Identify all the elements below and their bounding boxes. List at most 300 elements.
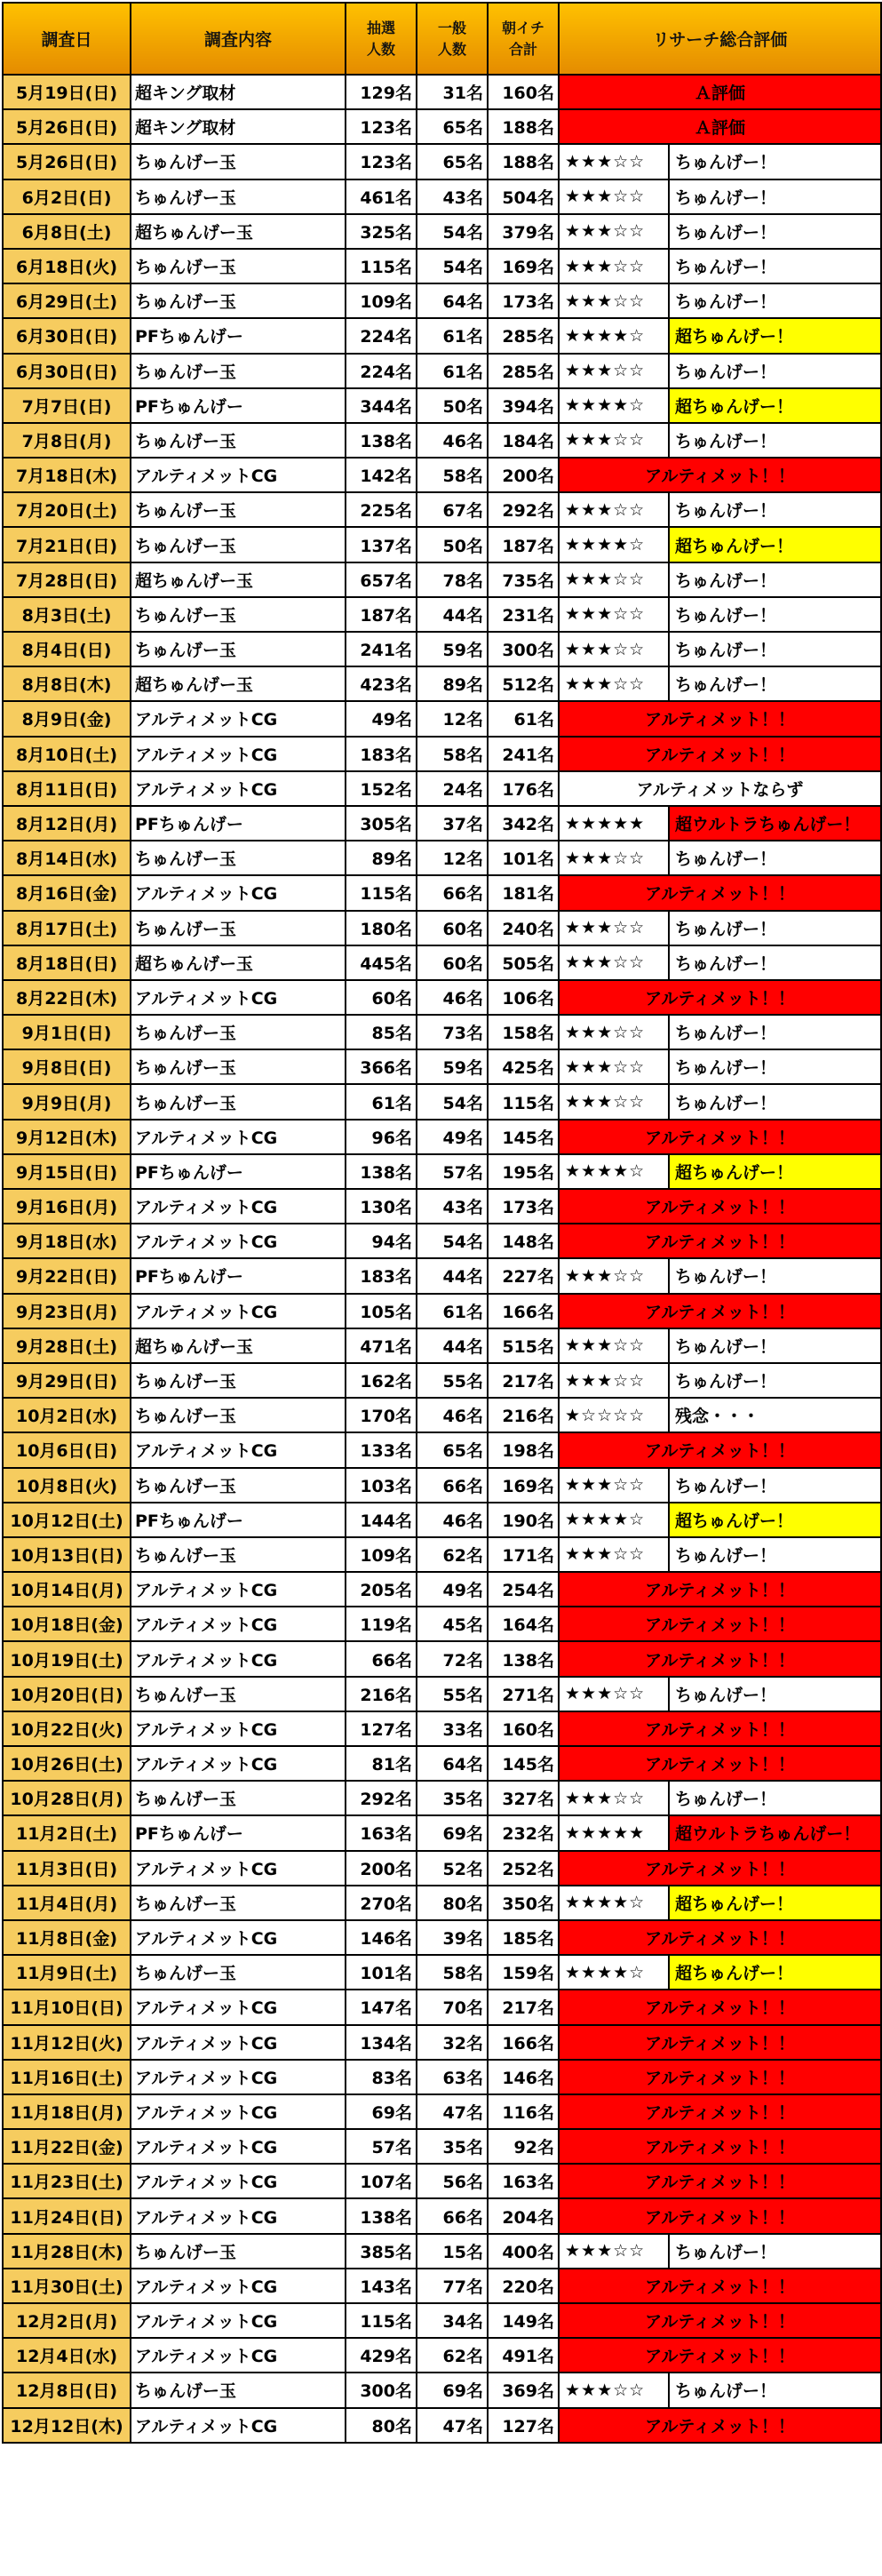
- morning-total-cell: 200名: [488, 458, 559, 492]
- table-row: [3, 1677, 881, 1711]
- header-general-line1: 一般: [437, 19, 466, 36]
- star-rating: ★☆☆☆☆: [559, 1398, 669, 1432]
- date-cell: 6月30日(日): [3, 354, 131, 388]
- content-cell: アルティメットCG: [131, 2060, 346, 2094]
- morning-total-cell: 149名: [488, 2303, 559, 2338]
- morning-total-cell: 505名: [488, 945, 559, 980]
- general-count-cell: 45名: [417, 1607, 488, 1641]
- table-row: [3, 1537, 881, 1572]
- table-row: [3, 249, 881, 283]
- content-cell: 超ちゅんげー玉: [131, 945, 346, 980]
- evaluation-cell: アルティメット！！: [559, 1189, 881, 1224]
- content-cell: アルティメットCG: [131, 980, 346, 1015]
- lottery-count-cell: 147名: [346, 1990, 417, 2024]
- date-cell: 8月9日(金): [3, 701, 131, 736]
- content-cell: ちゅんげー玉: [131, 2234, 346, 2269]
- date-cell: 11月28日(木): [3, 2234, 131, 2269]
- star-rating: ★★★☆☆: [559, 1049, 669, 1084]
- lottery-count-cell: 134名: [346, 2025, 417, 2060]
- general-count-cell: 56名: [417, 2164, 488, 2198]
- general-count-cell: 44名: [417, 597, 488, 632]
- content-cell: アルティメットCG: [131, 875, 346, 910]
- content-cell: ちゅんげー玉: [131, 1084, 346, 1119]
- general-count-cell: 34名: [417, 2303, 488, 2338]
- table-row: [3, 1955, 881, 1990]
- morning-total-cell: 181名: [488, 875, 559, 910]
- date-cell: 5月19日(日): [3, 75, 131, 109]
- general-count-cell: 35名: [417, 2129, 488, 2164]
- lottery-count-cell: 183名: [346, 1258, 417, 1293]
- lottery-count-cell: 123名: [346, 144, 417, 179]
- evaluation-cell: アルティメットならず: [559, 771, 881, 806]
- star-rating: ★★★☆☆: [559, 214, 669, 249]
- date-cell: 7月8日(月): [3, 423, 131, 458]
- date-cell: 8月18日(日): [3, 945, 131, 980]
- date-cell: 9月15日(日): [3, 1154, 131, 1189]
- date-cell: 10月6日(日): [3, 1432, 131, 1467]
- morning-total-cell: 327名: [488, 1781, 559, 1815]
- general-count-cell: 47名: [417, 2408, 488, 2443]
- content-cell: アルティメットCG: [131, 1711, 346, 1746]
- lottery-count-cell: 115名: [346, 2303, 417, 2338]
- table-row: [3, 875, 881, 910]
- table-row: [3, 1711, 881, 1746]
- research-results-table: [2, 2, 882, 2444]
- general-count-cell: 62名: [417, 1537, 488, 1572]
- general-count-cell: 65名: [417, 109, 488, 144]
- lottery-count-cell: 80名: [346, 2408, 417, 2443]
- star-rating: ★★★★☆: [559, 1503, 669, 1537]
- lottery-count-cell: 461名: [346, 179, 417, 214]
- content-cell: ちゅんげー玉: [131, 1677, 346, 1711]
- date-cell: 11月23日(土): [3, 2164, 131, 2198]
- evaluation-text: ちゅんげー！: [669, 214, 881, 249]
- date-cell: 10月8日(火): [3, 1468, 131, 1503]
- morning-total-cell: 204名: [488, 2198, 559, 2233]
- lottery-count-cell: 366名: [346, 1049, 417, 1084]
- morning-total-cell: 217名: [488, 1363, 559, 1398]
- morning-total-cell: 350名: [488, 1886, 559, 1920]
- morning-total-cell: 185名: [488, 1920, 559, 1955]
- table-row: [3, 1120, 881, 1154]
- content-cell: アルティメットCG: [131, 1432, 346, 1467]
- morning-total-cell: 292名: [488, 492, 559, 527]
- general-count-cell: 67名: [417, 492, 488, 527]
- morning-total-cell: 252名: [488, 1851, 559, 1886]
- morning-total-cell: 285名: [488, 318, 559, 353]
- star-rating: ★★★★☆: [559, 318, 669, 353]
- morning-total-cell: 101名: [488, 841, 559, 875]
- general-count-cell: 70名: [417, 1990, 488, 2024]
- table-row: [3, 562, 881, 597]
- evaluation-text: 超ちゅんげー！: [669, 1503, 881, 1537]
- morning-total-cell: 342名: [488, 806, 559, 841]
- star-rating: ★★★☆☆: [559, 1363, 669, 1398]
- star-rating: ★★★☆☆: [559, 945, 669, 980]
- date-cell: 5月26日(日): [3, 144, 131, 179]
- content-cell: ちゅんげー玉: [131, 144, 346, 179]
- content-cell: ちゅんげー玉: [131, 841, 346, 875]
- content-cell: ちゅんげー玉: [131, 1781, 346, 1815]
- evaluation-cell: アルティメット！！: [559, 2025, 881, 2060]
- content-cell: アルティメットCG: [131, 2198, 346, 2233]
- general-count-cell: 43名: [417, 179, 488, 214]
- lottery-count-cell: 60名: [346, 980, 417, 1015]
- lottery-count-cell: 162名: [346, 1363, 417, 1398]
- content-cell: アルティメットCG: [131, 1120, 346, 1154]
- table-row: [3, 1746, 881, 1781]
- content-cell: アルティメットCG: [131, 1607, 346, 1641]
- date-cell: 12月4日(水): [3, 2338, 131, 2373]
- lottery-count-cell: 94名: [346, 1224, 417, 1258]
- general-count-cell: 58名: [417, 1955, 488, 1990]
- general-count-cell: 65名: [417, 144, 488, 179]
- star-rating: ★★★☆☆: [559, 2373, 669, 2407]
- date-cell: 12月12日(木): [3, 2408, 131, 2443]
- content-cell: アルティメットCG: [131, 1294, 346, 1328]
- general-count-cell: 72名: [417, 1641, 488, 1676]
- table-row: [3, 1294, 881, 1328]
- morning-total-cell: 160名: [488, 75, 559, 109]
- morning-total-cell: 491名: [488, 2338, 559, 2373]
- lottery-count-cell: 105名: [346, 1294, 417, 1328]
- evaluation-text: ちゅんげー！: [669, 283, 881, 318]
- content-cell: PFちゅんげー: [131, 1154, 346, 1189]
- general-count-cell: 31名: [417, 75, 488, 109]
- date-cell: 9月8日(日): [3, 1049, 131, 1084]
- table-row: [3, 1781, 881, 1815]
- morning-total-cell: 169名: [488, 1468, 559, 1503]
- morning-total-cell: 425名: [488, 1049, 559, 1084]
- evaluation-cell: アルティメット！！: [559, 458, 881, 492]
- content-cell: ちゅんげー玉: [131, 632, 346, 666]
- table-row: [3, 2338, 881, 2373]
- table-row: [3, 911, 881, 945]
- lottery-count-cell: 344名: [346, 388, 417, 423]
- lottery-count-cell: 200名: [346, 1851, 417, 1886]
- morning-total-cell: 188名: [488, 144, 559, 179]
- content-cell: ちゅんげー玉: [131, 1955, 346, 1990]
- lottery-count-cell: 163名: [346, 1815, 417, 1850]
- lottery-count-cell: 224名: [346, 318, 417, 353]
- content-cell: 超ちゅんげー玉: [131, 562, 346, 597]
- content-cell: 超キング取材: [131, 109, 346, 144]
- evaluation-cell: アルティメット！！: [559, 875, 881, 910]
- morning-total-cell: 190名: [488, 1503, 559, 1537]
- content-cell: ちゅんげー玉: [131, 423, 346, 458]
- morning-total-cell: 148名: [488, 1224, 559, 1258]
- content-cell: 超ちゅんげー玉: [131, 666, 346, 701]
- date-cell: 9月1日(日): [3, 1015, 131, 1049]
- table-row: [3, 1990, 881, 2024]
- table-row: [3, 458, 881, 492]
- content-cell: アルティメットCG: [131, 2129, 346, 2164]
- table-row: [3, 1886, 881, 1920]
- morning-total-cell: 116名: [488, 2094, 559, 2129]
- general-count-cell: 46名: [417, 980, 488, 1015]
- date-cell: 12月8日(日): [3, 2373, 131, 2407]
- content-cell: PFちゅんげー: [131, 318, 346, 353]
- evaluation-text: ちゅんげー！: [669, 2234, 881, 2269]
- header-general-line2: 人数: [437, 40, 466, 58]
- lottery-count-cell: 224名: [346, 354, 417, 388]
- morning-total-cell: 241名: [488, 737, 559, 771]
- star-rating: ★★★☆☆: [559, 911, 669, 945]
- date-cell: 6月2日(日): [3, 179, 131, 214]
- lottery-count-cell: 138名: [346, 1154, 417, 1189]
- evaluation-text: ちゅんげー！: [669, 492, 881, 527]
- star-rating: ★★★☆☆: [559, 283, 669, 318]
- content-cell: ちゅんげー玉: [131, 2373, 346, 2407]
- morning-total-cell: 271名: [488, 1677, 559, 1711]
- evaluation-text: ちゅんげー！: [669, 632, 881, 666]
- date-cell: 10月12日(土): [3, 1503, 131, 1537]
- evaluation-cell: アルティメット！！: [559, 1120, 881, 1154]
- evaluation-text: 超ウルトラちゅんげー！: [669, 1815, 881, 1850]
- lottery-count-cell: 66名: [346, 1641, 417, 1676]
- lottery-count-cell: 127名: [346, 1711, 417, 1746]
- evaluation-cell: アルティメット！！: [559, 2303, 881, 2338]
- date-cell: 9月28日(土): [3, 1328, 131, 1363]
- lottery-count-cell: 85名: [346, 1015, 417, 1049]
- lottery-count-cell: 123名: [346, 109, 417, 144]
- table-row: [3, 597, 881, 632]
- evaluation-text: 超ちゅんげー！: [669, 527, 881, 562]
- lottery-count-cell: 657名: [346, 562, 417, 597]
- date-cell: 6月29日(土): [3, 283, 131, 318]
- content-cell: 超ちゅんげー玉: [131, 214, 346, 249]
- star-rating: ★★★★☆: [559, 1154, 669, 1189]
- lottery-count-cell: 115名: [346, 249, 417, 283]
- date-cell: 9月22日(日): [3, 1258, 131, 1293]
- table-row: [3, 354, 881, 388]
- content-cell: ちゅんげー玉: [131, 492, 346, 527]
- content-cell: ちゅんげー玉: [131, 179, 346, 214]
- date-cell: 8月11日(日): [3, 771, 131, 806]
- content-cell: ちゅんげー玉: [131, 1363, 346, 1398]
- evaluation-cell: アルティメット！！: [559, 1572, 881, 1607]
- table-row: [3, 318, 881, 353]
- evaluation-text: ちゅんげー！: [669, 1363, 881, 1398]
- evaluation-cell: Ａ評価: [559, 75, 881, 109]
- morning-total-cell: 171名: [488, 1537, 559, 1572]
- content-cell: ちゅんげー玉: [131, 1049, 346, 1084]
- star-rating: ★★★☆☆: [559, 841, 669, 875]
- content-cell: 超ちゅんげー玉: [131, 1328, 346, 1363]
- date-cell: 12月2日(月): [3, 2303, 131, 2338]
- table-row: [3, 1084, 881, 1119]
- evaluation-cell: アルティメット！！: [559, 1607, 881, 1641]
- table-row: [3, 632, 881, 666]
- table-row: [3, 1641, 881, 1676]
- table-row: [3, 2269, 881, 2303]
- general-count-cell: 32名: [417, 2025, 488, 2060]
- general-count-cell: 80名: [417, 1886, 488, 1920]
- content-cell: アルティメットCG: [131, 1990, 346, 2024]
- header-lottery-line1: 抽選: [366, 19, 395, 36]
- date-cell: 8月8日(木): [3, 666, 131, 701]
- date-cell: 11月18日(月): [3, 2094, 131, 2129]
- date-cell: 10月26日(土): [3, 1746, 131, 1781]
- content-cell: アルティメットCG: [131, 1189, 346, 1224]
- evaluation-text: ちゅんげー！: [669, 1677, 881, 1711]
- date-cell: 6月8日(土): [3, 214, 131, 249]
- header-lottery-line2: 人数: [366, 40, 395, 58]
- content-cell: ちゅんげー玉: [131, 249, 346, 283]
- date-cell: 7月28日(日): [3, 562, 131, 597]
- date-cell: 10月19日(土): [3, 1641, 131, 1676]
- morning-total-cell: 227名: [488, 1258, 559, 1293]
- table-row: [3, 841, 881, 875]
- general-count-cell: 59名: [417, 1049, 488, 1084]
- star-rating: ★★★☆☆: [559, 597, 669, 632]
- evaluation-text: ちゅんげー！: [669, 249, 881, 283]
- date-cell: 11月10日(日): [3, 1990, 131, 2024]
- general-count-cell: 69名: [417, 2373, 488, 2407]
- table-row: [3, 2094, 881, 2129]
- star-rating: ★★★☆☆: [559, 1468, 669, 1503]
- table-row: [3, 945, 881, 980]
- star-rating: ★★★☆☆: [559, 144, 669, 179]
- content-cell: ちゅんげー玉: [131, 1537, 346, 1572]
- content-cell: アルティメットCG: [131, 2164, 346, 2198]
- morning-total-cell: 231名: [488, 597, 559, 632]
- general-count-cell: 47名: [417, 2094, 488, 2129]
- content-cell: 超キング取材: [131, 75, 346, 109]
- general-count-cell: 77名: [417, 2269, 488, 2303]
- table-body: [3, 75, 881, 2443]
- lottery-count-cell: 115名: [346, 875, 417, 910]
- star-rating: ★★★☆☆: [559, 1258, 669, 1293]
- lottery-count-cell: 119名: [346, 1607, 417, 1641]
- lottery-count-cell: 187名: [346, 597, 417, 632]
- general-count-cell: 50名: [417, 527, 488, 562]
- date-cell: 8月16日(金): [3, 875, 131, 910]
- morning-total-cell: 106名: [488, 980, 559, 1015]
- lottery-count-cell: 138名: [346, 423, 417, 458]
- lottery-count-cell: 305名: [346, 806, 417, 841]
- date-cell: 7月18日(木): [3, 458, 131, 492]
- evaluation-cell: アルティメット！！: [559, 1641, 881, 1676]
- general-count-cell: 60名: [417, 911, 488, 945]
- content-cell: ちゅんげー玉: [131, 354, 346, 388]
- content-cell: PFちゅんげー: [131, 1815, 346, 1850]
- date-cell: 8月12日(月): [3, 806, 131, 841]
- header-morning-total: [488, 3, 559, 75]
- date-cell: 10月20日(日): [3, 1677, 131, 1711]
- date-cell: 10月14日(月): [3, 1572, 131, 1607]
- evaluation-text: ちゅんげー！: [669, 1537, 881, 1572]
- general-count-cell: 12名: [417, 701, 488, 736]
- evaluation-text: ちゅんげー！: [669, 562, 881, 597]
- evaluation-cell: アルティメット！！: [559, 1294, 881, 1328]
- date-cell: 10月2日(水): [3, 1398, 131, 1432]
- table-row: [3, 1015, 881, 1049]
- morning-total-cell: 173名: [488, 1189, 559, 1224]
- table-row: [3, 2060, 881, 2094]
- date-cell: 11月12日(火): [3, 2025, 131, 2060]
- evaluation-cell: アルティメット！！: [559, 2164, 881, 2198]
- evaluation-cell: アルティメット！！: [559, 1746, 881, 1781]
- morning-total-cell: 158名: [488, 1015, 559, 1049]
- morning-total-cell: 240名: [488, 911, 559, 945]
- date-cell: 8月10日(土): [3, 737, 131, 771]
- lottery-count-cell: 216名: [346, 1677, 417, 1711]
- table-row: [3, 2373, 881, 2407]
- evaluation-cell: アルティメット！！: [559, 1920, 881, 1955]
- lottery-count-cell: 152名: [346, 771, 417, 806]
- general-count-cell: 33名: [417, 1711, 488, 1746]
- content-cell: アルティメットCG: [131, 1851, 346, 1886]
- general-count-cell: 61名: [417, 354, 488, 388]
- lottery-count-cell: 96名: [346, 1120, 417, 1154]
- date-cell: 9月18日(水): [3, 1224, 131, 1258]
- lottery-count-cell: 183名: [346, 737, 417, 771]
- content-cell: PFちゅんげー: [131, 806, 346, 841]
- star-rating: ★★★★☆: [559, 388, 669, 423]
- date-cell: 11月24日(日): [3, 2198, 131, 2233]
- general-count-cell: 24名: [417, 771, 488, 806]
- evaluation-text: ちゅんげー！: [669, 1015, 881, 1049]
- table-row: [3, 771, 881, 806]
- morning-total-cell: 217名: [488, 1990, 559, 2024]
- star-rating: ★★★☆☆: [559, 1328, 669, 1363]
- morning-total-cell: 232名: [488, 1815, 559, 1850]
- star-rating: ★★★☆☆: [559, 632, 669, 666]
- table-row: [3, 701, 881, 736]
- lottery-count-cell: 325名: [346, 214, 417, 249]
- content-cell: アルティメットCG: [131, 1920, 346, 1955]
- evaluation-text: ちゅんげー！: [669, 597, 881, 632]
- star-rating: ★★★☆☆: [559, 423, 669, 458]
- general-count-cell: 55名: [417, 1677, 488, 1711]
- general-count-cell: 61名: [417, 318, 488, 353]
- table-row: [3, 1398, 881, 1432]
- lottery-count-cell: 445名: [346, 945, 417, 980]
- header-general-count: [417, 3, 488, 75]
- content-cell: PFちゅんげー: [131, 388, 346, 423]
- general-count-cell: 43名: [417, 1189, 488, 1224]
- morning-total-cell: 145名: [488, 1120, 559, 1154]
- general-count-cell: 66名: [417, 875, 488, 910]
- morning-total-cell: 184名: [488, 423, 559, 458]
- star-rating: ★★★★☆: [559, 1955, 669, 1990]
- table-row: [3, 1328, 881, 1363]
- table-row: [3, 144, 881, 179]
- lottery-count-cell: 423名: [346, 666, 417, 701]
- evaluation-text: ちゅんげー！: [669, 1049, 881, 1084]
- evaluation-cell: アルティメット！！: [559, 2129, 881, 2164]
- content-cell: アルティメットCG: [131, 458, 346, 492]
- star-rating: ★★★☆☆: [559, 1781, 669, 1815]
- table-row: [3, 2234, 881, 2269]
- morning-total-cell: 169名: [488, 249, 559, 283]
- evaluation-text: 超ちゅんげー！: [669, 318, 881, 353]
- general-count-cell: 63名: [417, 2060, 488, 2094]
- morning-total-cell: 300名: [488, 632, 559, 666]
- date-cell: 7月7日(日): [3, 388, 131, 423]
- morning-total-cell: 127名: [488, 2408, 559, 2443]
- star-rating: ★★★★☆: [559, 1886, 669, 1920]
- table-row: [3, 388, 881, 423]
- star-rating: ★★★★☆: [559, 527, 669, 562]
- table-row: [3, 283, 881, 318]
- date-cell: 8月17日(土): [3, 911, 131, 945]
- lottery-count-cell: 89名: [346, 841, 417, 875]
- general-count-cell: 12名: [417, 841, 488, 875]
- star-rating: ★★★★★: [559, 1815, 669, 1850]
- general-count-cell: 46名: [417, 1398, 488, 1432]
